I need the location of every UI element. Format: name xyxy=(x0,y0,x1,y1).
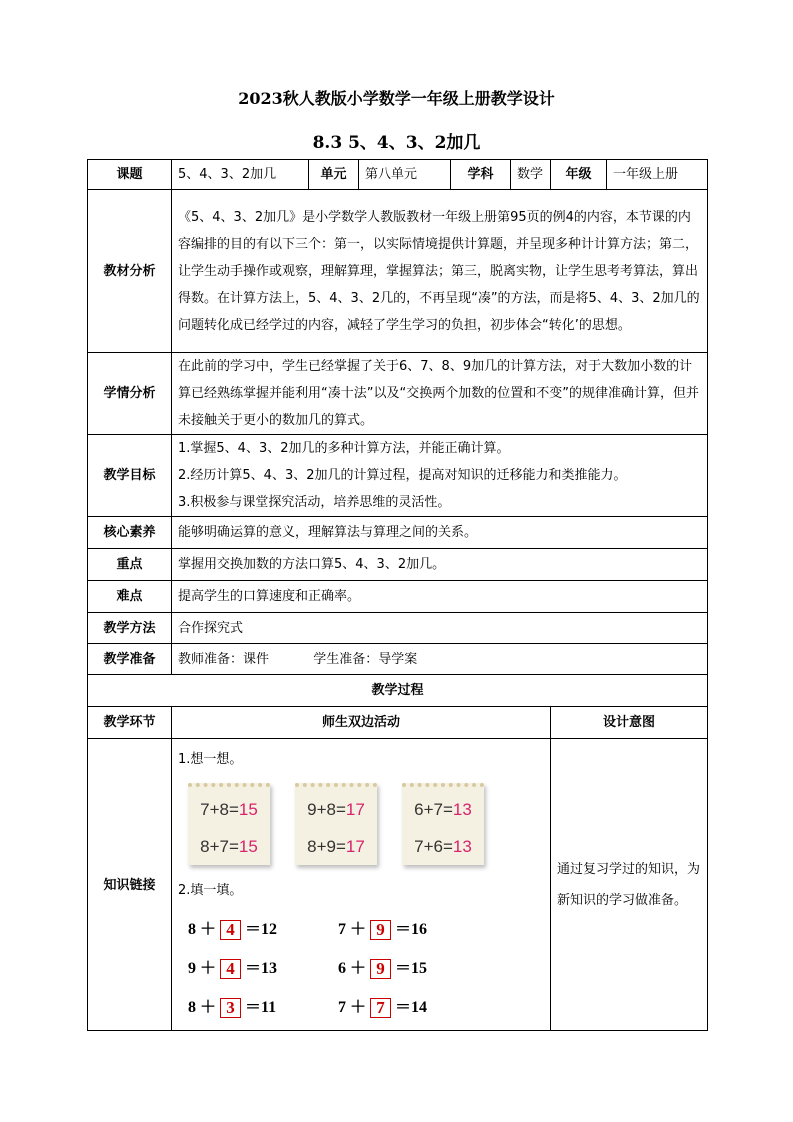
process-columns-row xyxy=(88,707,708,739)
material-text: 《5、4、3、2加几》是小学数学人教版教材一年级上册第95页的例4的内容，本节课的内容编排的目的有以下三个：第一，以实际情境提供计算题，并呈现多种计计算方法；第二，让学生动手操作或观察，理解算理，掌握算法；第三，脱离实物，让学生思考考算法，算出得数。在计算方法上，5、4、3、2几的，不再呈现“凑”的方法，而是将5、4、3、2加几的问题转化成已经学过的内容，减轻了学生学习的负担，初步体会“转化’的思想。 xyxy=(172,190,708,353)
card-row xyxy=(188,783,544,865)
card-answer: 17 xyxy=(345,837,365,856)
fill-exercise xyxy=(178,908,544,1025)
answer-box: 3 xyxy=(220,998,241,1018)
process-col-stage: 教学环节 xyxy=(88,707,172,739)
card-answer: 15 xyxy=(238,800,258,819)
document-title: 2023秋人教版小学数学一年级上册教学设计 xyxy=(238,89,555,108)
intent-text: 通过复习学过的知识，为新知识的学习做准备。 xyxy=(551,739,708,1031)
difficulty-text: 提高学生的口算速度和正确率。 xyxy=(172,581,708,613)
answer-box: 7 xyxy=(370,998,391,1018)
knowledge-link-row xyxy=(88,739,708,1031)
key-text: 掌握用交换加数的方法口算5、4、3、2加几。 xyxy=(172,549,708,581)
answer-box: 4 xyxy=(220,959,241,979)
stage-label: 知识链接 xyxy=(88,739,172,1031)
process-heading-row xyxy=(88,675,708,707)
prep-student: 学生准备：导学案 xyxy=(313,651,418,667)
unit-label: 单元 xyxy=(309,160,359,190)
answer-box: 9 xyxy=(370,959,391,979)
card-answer: 17 xyxy=(345,800,365,819)
subject-value: 数学 xyxy=(511,160,551,190)
unit-value: 第八单元 xyxy=(359,160,451,190)
fill-row: 9 ＋ 4 ＝13 6 ＋ 9 ＝15 xyxy=(188,959,428,979)
equation-card: 9+8=17 8+9=17 xyxy=(295,783,377,865)
process-col-intent: 设计意图 xyxy=(551,707,708,739)
answer-box: 9 xyxy=(370,920,391,940)
prep-teacher: 教师准备：课件 xyxy=(178,651,270,667)
card-answer: 13 xyxy=(452,837,472,856)
think-label: 1.想一想。 xyxy=(178,752,243,767)
grade-label: 年级 xyxy=(551,160,607,190)
fill-row: 8 ＋ 4 ＝12 7 ＋ 9 ＝16 xyxy=(188,920,428,940)
equation-card: 7+8=15 8+7=15 xyxy=(188,783,270,865)
learner-text: 在此前的学习中，学生已经掌握了关于6、7、8、9加几的计算方法，对于大数加小数的计算已经熟练掌握并能利用“凑十法”以及“交换两个加数的位置和不变”的规律准确计算，但并未接触关于更小的数加几的算式。 xyxy=(172,353,708,435)
literacy-row xyxy=(88,517,708,549)
goal-label: 教学目标 xyxy=(88,435,172,517)
method-row xyxy=(88,613,708,644)
lesson-subtitle: 8.3 5、4、3、2加几 xyxy=(312,133,481,153)
goal-item-3: 3.积极参与课堂探究活动，培养思维的灵活性。 xyxy=(178,495,451,510)
learner-row xyxy=(88,353,708,435)
answer-box: 4 xyxy=(220,920,241,940)
difficulty-label: 难点 xyxy=(88,581,172,613)
process-heading: 教学过程 xyxy=(88,675,708,707)
method-label: 教学方法 xyxy=(88,613,172,644)
lesson-plan-table xyxy=(87,159,708,1031)
equation-card: 6+7=13 7+6=13 xyxy=(402,783,484,865)
header-row xyxy=(88,160,708,190)
goal-item-2: 2.经历计算5、4、3、2加几的计算过程，提高对知识的迁移能力和类推能力。 xyxy=(178,468,627,483)
fill-label: 2.填一填。 xyxy=(178,883,243,898)
process-col-activity: 师生双边活动 xyxy=(172,707,551,739)
topic-value: 5、4、3、2加几 xyxy=(172,160,309,190)
prep-label: 教学准备 xyxy=(88,644,172,675)
literacy-label: 核心素养 xyxy=(88,517,172,549)
key-label: 重点 xyxy=(88,549,172,581)
card-answer: 15 xyxy=(238,837,258,856)
method-text: 合作探究式 xyxy=(172,613,708,644)
goal-row xyxy=(88,435,708,517)
subject-label: 学科 xyxy=(451,160,511,190)
learner-label: 学情分析 xyxy=(88,353,172,435)
prep-row xyxy=(88,644,708,675)
difficulty-row xyxy=(88,581,708,613)
key-row xyxy=(88,549,708,581)
fill-row: 8 ＋ 3 ＝11 7 ＋ 7 ＝14 xyxy=(188,998,428,1018)
material-label: 教材分析 xyxy=(88,190,172,353)
material-row xyxy=(88,190,708,353)
grade-value: 一年级上册 xyxy=(607,160,708,190)
goal-item-1: 1.掌握5、4、3、2加几的多种计算方法，并能正确计算。 xyxy=(178,441,510,456)
topic-label: 课题 xyxy=(88,160,172,190)
card-answer: 13 xyxy=(452,800,472,819)
literacy-text: 能够明确运算的意义，理解算法与算理之间的关系。 xyxy=(172,517,708,549)
